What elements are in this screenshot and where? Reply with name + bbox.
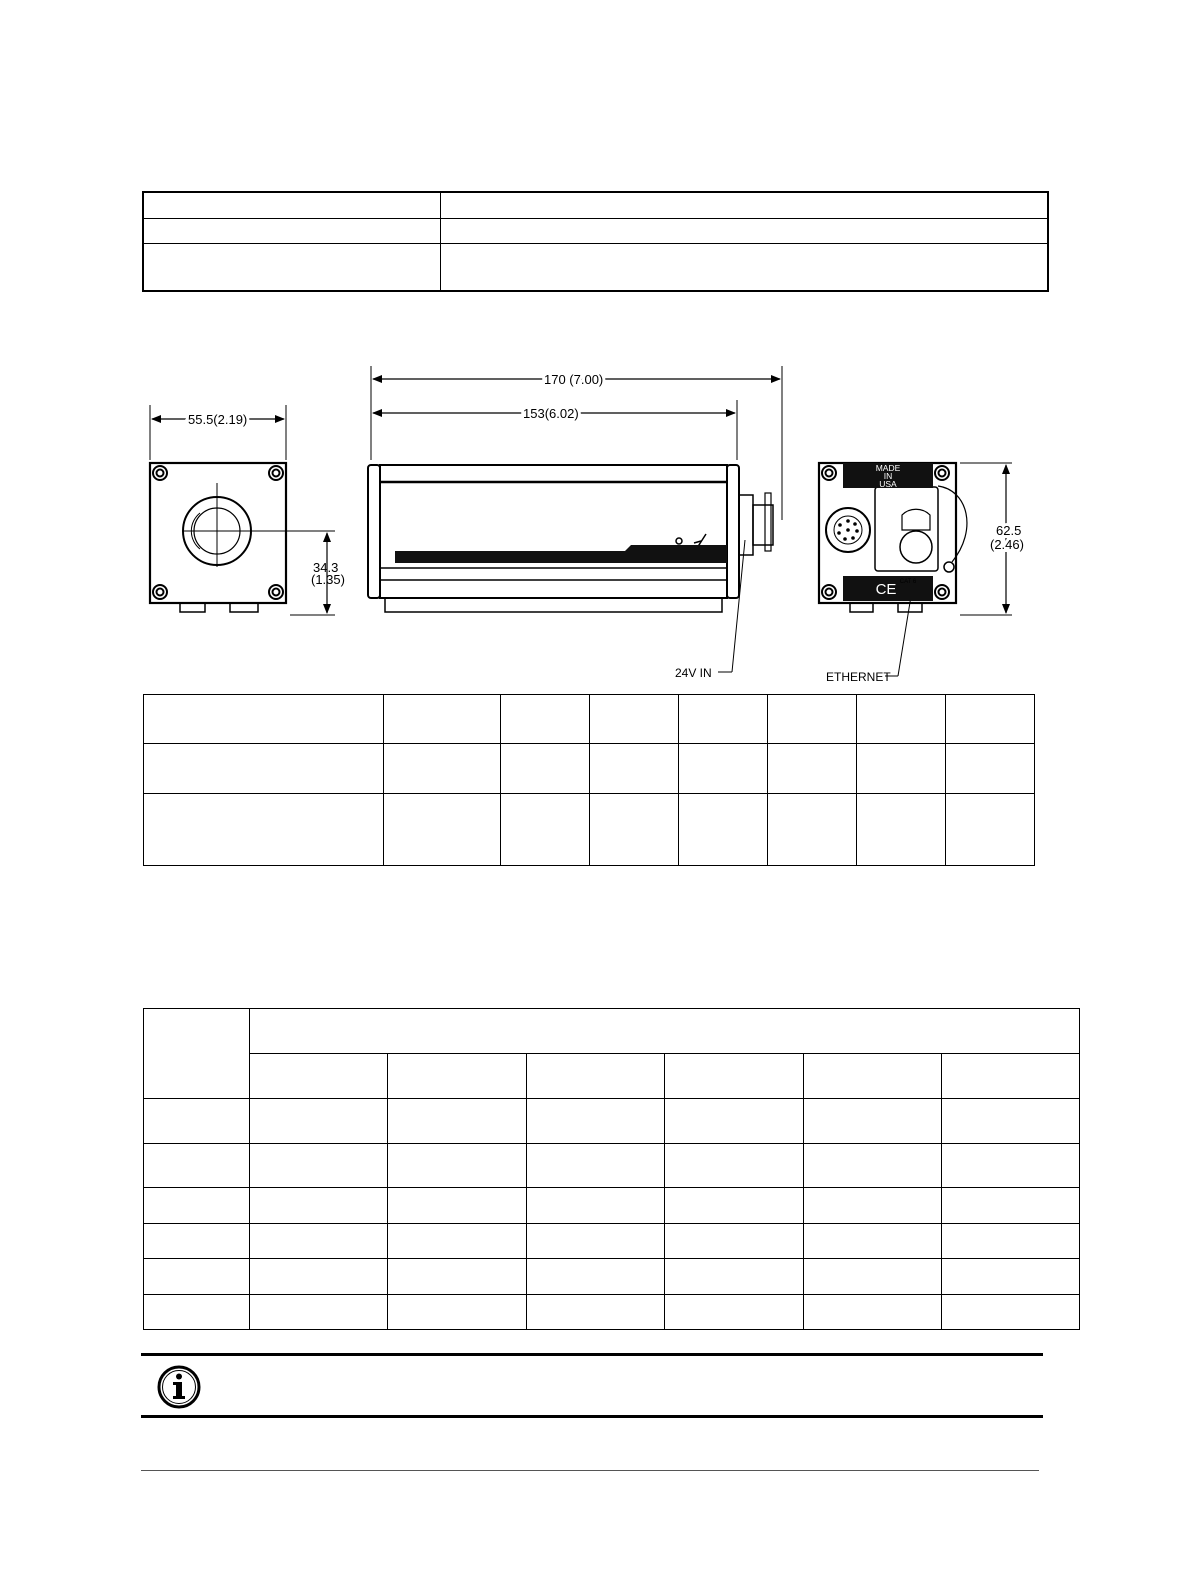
dim-front-width: 55.5(2.19) xyxy=(188,412,248,427)
performance-table xyxy=(143,1008,1080,1330)
table-row xyxy=(144,1009,1080,1054)
note-top-rule xyxy=(141,1353,1043,1356)
table-row xyxy=(143,192,1048,218)
side-stripe-ramp xyxy=(625,545,727,563)
footer-rule xyxy=(141,1470,1039,1471)
model-table xyxy=(143,694,1035,866)
dim-overall-length: 170 (7.00) xyxy=(544,372,604,387)
table-row xyxy=(144,1099,1080,1144)
callout-ethernet: ETHERNET xyxy=(826,670,891,684)
dim-front-height-in: (1.35) xyxy=(311,572,345,587)
note-bottom-rule xyxy=(141,1415,1043,1418)
made-label-2: IN xyxy=(883,471,893,481)
cat-label: CAT 6 xyxy=(899,579,917,585)
spec-table xyxy=(142,191,1049,292)
table-row xyxy=(144,695,1035,744)
made-label-1: MADE xyxy=(875,463,901,473)
dim-rear-height-mm: 62.5 xyxy=(996,523,1022,538)
callout-24v-in: 24V IN xyxy=(675,666,712,680)
table-row xyxy=(144,794,1035,866)
dim-body-length: 153(6.02) xyxy=(523,406,579,421)
table-row xyxy=(144,1295,1080,1330)
table-row xyxy=(144,1144,1080,1188)
mechanical-drawing xyxy=(0,355,1191,695)
front-view xyxy=(150,405,335,615)
table-row xyxy=(144,1188,1080,1224)
dim-front-height-mm: 34.3 xyxy=(313,560,339,575)
table-row xyxy=(143,243,1048,291)
table-row xyxy=(144,1054,1080,1099)
ce-label: CE xyxy=(875,581,897,598)
info-icon xyxy=(156,1364,202,1410)
connector-pins xyxy=(837,519,859,541)
table-row xyxy=(143,218,1048,243)
table-row xyxy=(144,1224,1080,1259)
table-row xyxy=(144,1259,1080,1295)
made-label-3: USA xyxy=(879,479,897,489)
dim-rear-height-in: (2.46) xyxy=(990,537,1024,552)
table-row xyxy=(144,744,1035,794)
rear-view xyxy=(819,463,1012,676)
